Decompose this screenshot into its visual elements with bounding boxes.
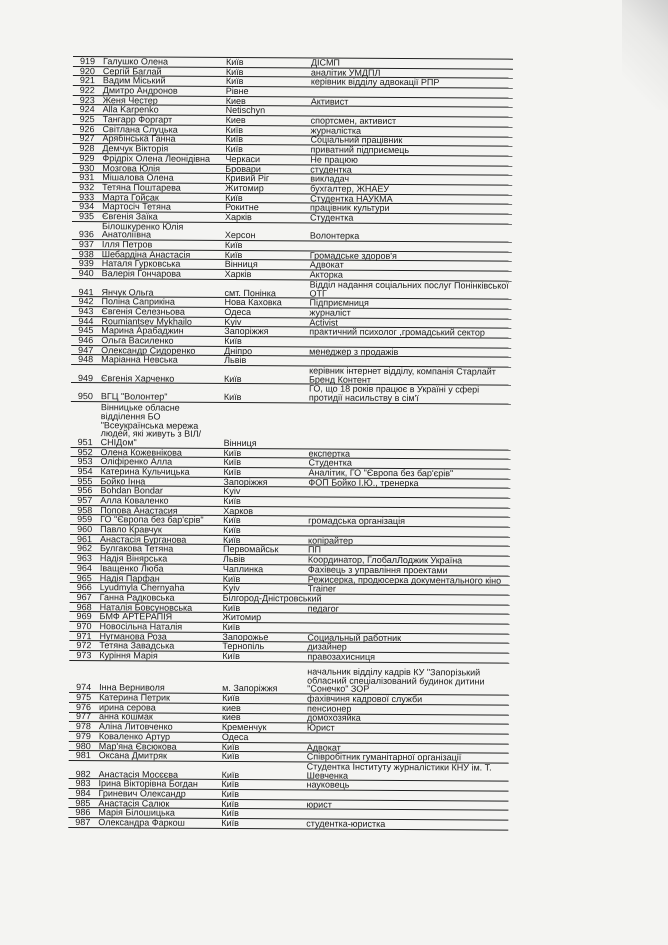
row-number: 931 bbox=[79, 172, 95, 183]
city-cell: Нова Каховка bbox=[224, 297, 282, 308]
occupation-cell: Соціальний працівник bbox=[310, 134, 403, 146]
city-cell: Житомир bbox=[222, 612, 262, 623]
person-name: Новосільна Наталія bbox=[99, 621, 183, 632]
row-number: 923 bbox=[79, 94, 95, 105]
row-number: 939 bbox=[78, 258, 94, 269]
person-name: Павло Кравчук bbox=[100, 524, 162, 535]
row-number: 929 bbox=[79, 152, 95, 163]
person-name: Bohdan Bondar bbox=[100, 485, 163, 496]
occupation-cell: ФОП Бойко І.Ю., тренерка bbox=[308, 477, 419, 488]
occupation-cell: Відділ надання соціальних послуг Понінківської ОТГ bbox=[309, 279, 509, 299]
city-cell: Київ bbox=[221, 779, 240, 790]
city-cell: Первомайськ bbox=[222, 544, 279, 555]
city-cell: Київ bbox=[222, 573, 241, 584]
person-name: Білошкуренко Юлія Анатоліївна bbox=[101, 220, 184, 240]
page-corner-shadow bbox=[622, 0, 668, 110]
city-cell: Запоріжжя bbox=[223, 476, 268, 487]
occupation-cell: працівник культури bbox=[310, 202, 390, 214]
occupation-cell: менеджер з продажів bbox=[309, 346, 399, 357]
row-number: 943 bbox=[78, 305, 94, 317]
row-number: 969 bbox=[76, 611, 92, 622]
person-name: ГО "Європа без бар'єрів" bbox=[100, 514, 204, 526]
person-name: Галушко Олена bbox=[102, 56, 169, 67]
person-name: Аліна Литовченко bbox=[98, 721, 173, 732]
row-number: 954 bbox=[77, 466, 93, 477]
signature-list-table bbox=[68, 56, 513, 830]
person-name: Ольга Василенко bbox=[101, 335, 174, 346]
occupation-cell: Студентка НАУКМА bbox=[310, 193, 393, 204]
table-row bbox=[71, 402, 511, 450]
row-number: 956 bbox=[77, 485, 93, 496]
occupation-cell: Социальный работник bbox=[307, 632, 402, 643]
row-number: 963 bbox=[76, 553, 92, 564]
city-cell: Київ bbox=[224, 239, 243, 251]
occupation-cell: Акторка bbox=[309, 269, 343, 280]
person-name: Lyudmyla Chernyaha bbox=[99, 582, 185, 593]
person-name: Катерина Кульчицька bbox=[100, 466, 190, 477]
person-name: Оліфіренко Алла bbox=[100, 456, 173, 467]
row-number: 978 bbox=[75, 721, 91, 732]
person-name: Оксана Дмитряк bbox=[98, 750, 167, 761]
person-name: Надія Парфан bbox=[99, 572, 160, 584]
person-name: Євгенія Харченко bbox=[101, 372, 175, 384]
person-name: Вінницьке обласне відділення БО "Всеукраїнська мережа людей, які живуть з ВІЛ/СНІДом" bbox=[100, 402, 202, 448]
person-name: Олександра Фаркош bbox=[98, 817, 185, 828]
city-cell: Kyiv bbox=[223, 486, 241, 497]
person-name: Олена Кожевнікова bbox=[100, 446, 182, 458]
city-cell: Київ bbox=[225, 134, 244, 145]
city-cell: Білгород-Дністровський bbox=[222, 592, 322, 604]
occupation-cell: Громадське здоров'я bbox=[309, 250, 397, 261]
city-cell: Одеса bbox=[221, 731, 249, 742]
city-cell: Київ bbox=[225, 76, 244, 87]
city-cell: Львів bbox=[224, 355, 247, 366]
occupation-cell: приватний підприємець bbox=[310, 144, 410, 156]
person-name: Марта Гойсак bbox=[102, 191, 159, 203]
row-number: 951 bbox=[77, 436, 93, 448]
occupation-cell: Режисерка, продюсерка документального кіно bbox=[307, 573, 502, 586]
person-name: Наталя Гурковська bbox=[101, 258, 181, 270]
person-name: Алла Коваленко bbox=[100, 495, 169, 506]
row-number: 930 bbox=[79, 162, 95, 173]
person-name: Тетяна Завадська bbox=[99, 640, 175, 651]
person-name: Євгенія Заїка bbox=[101, 211, 158, 222]
city-cell: Київ bbox=[223, 392, 242, 403]
city-cell: Рокитне bbox=[225, 202, 259, 213]
row-number: 958 bbox=[77, 504, 93, 515]
row-number: 982 bbox=[75, 768, 91, 779]
row-number: 920 bbox=[79, 65, 95, 76]
city-cell: Дніпро bbox=[224, 345, 253, 356]
row-number: 948 bbox=[78, 354, 94, 365]
person-name: Roumiantsev Mykhailo bbox=[101, 315, 192, 327]
city-cell: Київ bbox=[223, 466, 242, 478]
person-name: Наталія Бовсуновська bbox=[99, 601, 193, 613]
person-name: Надія Вінярська bbox=[99, 553, 168, 564]
city-cell: Черкаси bbox=[225, 153, 261, 165]
city-cell: киев bbox=[221, 702, 241, 713]
city-cell: Харків bbox=[224, 211, 252, 223]
occupation-cell: спортсмен, активист bbox=[310, 115, 397, 127]
person-name: Поліна Саприкіна bbox=[101, 296, 175, 307]
person-name: Катерина Петрик bbox=[99, 692, 170, 703]
person-name: Ганна Радковська bbox=[99, 592, 175, 603]
person-name: Нугманова Роза bbox=[99, 630, 167, 642]
person-name: Анастасія Мосєєва bbox=[98, 768, 179, 780]
city-cell: Рівне bbox=[225, 85, 249, 97]
occupation-cell: студентка-юристка bbox=[306, 818, 386, 829]
row-number: 974 bbox=[76, 682, 92, 693]
row-number: 946 bbox=[78, 334, 94, 346]
city-cell: Львів bbox=[222, 554, 246, 565]
city-cell: Вінниця bbox=[224, 259, 258, 270]
occupation-cell: аналітик УМДПЛ bbox=[310, 67, 381, 78]
row-number: 977 bbox=[75, 711, 92, 722]
person-name: Коваленко Артур bbox=[98, 731, 171, 742]
person-name: Бойко Інна bbox=[100, 475, 146, 487]
person-name: Ілля Петров bbox=[101, 239, 153, 250]
city-cell: Кривий Ріг bbox=[225, 173, 270, 184]
row-number: 940 bbox=[78, 268, 94, 279]
city-cell: Київ bbox=[225, 124, 244, 135]
row-number: 949 bbox=[78, 372, 94, 383]
city-cell: киев bbox=[221, 712, 241, 723]
row-number: 966 bbox=[76, 582, 92, 593]
occupation-cell: домохозяйка bbox=[306, 712, 361, 724]
city-cell: Київ bbox=[221, 788, 240, 800]
city-cell: Київ bbox=[221, 741, 240, 752]
person-name: БМФ АРТЕРАПІЯ bbox=[99, 611, 173, 622]
city-cell: Київ bbox=[222, 650, 240, 662]
row-number: 950 bbox=[77, 391, 93, 402]
person-name: Мішалова Олена bbox=[102, 172, 174, 183]
row-number: 970 bbox=[76, 621, 92, 632]
row-number: 986 bbox=[75, 807, 91, 818]
city-cell: Вінниця bbox=[223, 437, 257, 449]
occupation-cell: Підприємниця bbox=[309, 297, 369, 309]
occupation-cell: фахівчиня кадрової служби bbox=[307, 693, 423, 705]
row-number: 927 bbox=[79, 133, 95, 144]
occupation-cell: правозахисниця bbox=[307, 651, 376, 662]
occupation-cell: копірайтер bbox=[308, 535, 354, 546]
person-name: Анастасія Бурганова bbox=[100, 533, 187, 545]
occupation-cell: начальник відділу кадрів КУ "Запорізький обласний спеціалізований будинок дитини "Сонечко" ЗОР bbox=[307, 666, 485, 695]
row-number: 972 bbox=[76, 640, 92, 651]
row-number: 942 bbox=[78, 296, 94, 307]
row-number: 985 bbox=[75, 797, 91, 808]
row-number: 944 bbox=[78, 315, 94, 326]
occupation-cell: громадська організація bbox=[308, 515, 406, 527]
city-cell: Житомир bbox=[225, 182, 264, 194]
person-name: Тетяна Поштарева bbox=[102, 182, 181, 193]
person-name: Ірина Вікторівна Богдан bbox=[98, 778, 198, 790]
city-cell: Запоріжжя bbox=[224, 326, 269, 337]
city-cell: Харков bbox=[223, 505, 254, 516]
row-number: 962 bbox=[76, 543, 93, 554]
city-cell: Бровари bbox=[225, 163, 261, 174]
row-number: 964 bbox=[76, 562, 92, 573]
row-number: 976 bbox=[75, 701, 92, 712]
person-name: Гриневич Олександр bbox=[98, 788, 186, 799]
row-number: 952 bbox=[77, 446, 93, 457]
row-number: 935 bbox=[78, 211, 95, 222]
occupation-cell: експертка bbox=[308, 448, 351, 459]
person-name: Сергій Баглай bbox=[102, 65, 162, 77]
city-cell: Київ bbox=[223, 447, 242, 458]
row-number: 983 bbox=[75, 778, 91, 789]
city-cell: Киев bbox=[225, 95, 246, 106]
city-cell: Чаплинка bbox=[222, 563, 264, 575]
row-number: 934 bbox=[79, 201, 95, 212]
city-cell: Київ bbox=[221, 751, 240, 762]
occupation-cell: Trainer bbox=[307, 583, 336, 594]
row-number: 919 bbox=[79, 56, 96, 67]
city-cell: Київ bbox=[223, 457, 242, 468]
row-number: 941 bbox=[78, 286, 94, 297]
row-number: 932 bbox=[79, 181, 95, 193]
row-number: 945 bbox=[78, 325, 94, 336]
occupation-cell: журналістка bbox=[310, 125, 362, 136]
row-number: 980 bbox=[75, 740, 91, 751]
occupation-cell: педагог bbox=[307, 603, 339, 614]
person-name: Марина Арабаджин bbox=[101, 325, 184, 336]
occupation-cell: студентка bbox=[310, 163, 352, 175]
person-name: Alla Karpenko bbox=[102, 104, 159, 115]
person-name: Шебардіна Анастасія bbox=[101, 248, 191, 260]
occupation-cell: Не працюю bbox=[310, 154, 358, 165]
city-cell: Київ bbox=[224, 335, 242, 346]
occupation-cell: Студентка Інституту журналістики КНУ ім. Т. Шевченка bbox=[306, 761, 492, 781]
person-name: Куріння Марія bbox=[99, 650, 158, 661]
row-number: 922 bbox=[79, 85, 95, 96]
city-cell: м. Запоріжжя bbox=[222, 683, 278, 694]
row-number: 959 bbox=[77, 514, 93, 525]
row-number: 987 bbox=[75, 817, 91, 828]
occupation-cell: Аналітик, ГО "Європа без бар'єрів" bbox=[308, 467, 454, 479]
city-cell: Київ bbox=[223, 534, 241, 545]
occupation-cell: Юрист bbox=[306, 722, 335, 733]
occupation-cell: юрист bbox=[306, 799, 332, 810]
person-name: Мар'яна Євсюкова bbox=[98, 740, 177, 752]
occupation-cell: Activist bbox=[309, 317, 338, 328]
row-number: 971 bbox=[76, 630, 92, 641]
city-cell: Київ bbox=[224, 249, 243, 260]
city-cell: Харків bbox=[224, 269, 252, 280]
occupation-cell: Адвокат bbox=[306, 741, 341, 753]
city-cell: Київ bbox=[225, 66, 244, 77]
city-cell: Kyiv bbox=[224, 316, 242, 327]
row-number: 957 bbox=[77, 495, 93, 506]
row-number: 965 bbox=[76, 572, 92, 583]
row-number: 933 bbox=[79, 191, 95, 202]
occupation-cell: Волонтерка bbox=[309, 230, 360, 242]
occupation-cell: Адвокат bbox=[309, 259, 344, 271]
occupation-cell: Координатор, ГлобалЛоджик Україна bbox=[307, 554, 463, 566]
occupation-cell: ГО, що 18 років працює в Україні у сфері протидії насильству в сім'ї bbox=[308, 383, 480, 404]
occupation-cell: Студентка bbox=[308, 457, 352, 468]
occupation-cell: практичний психолог ,громадський сектор bbox=[309, 326, 485, 338]
row-number: 955 bbox=[77, 475, 93, 486]
occupation-cell: Активист bbox=[310, 96, 349, 107]
city-cell: Запорожье bbox=[222, 631, 269, 642]
person-name: Інна Верниволя bbox=[99, 682, 165, 693]
occupation-cell: пенсионер bbox=[306, 703, 352, 714]
row-number: 981 bbox=[75, 750, 91, 761]
person-name: Мозгова Юлія bbox=[102, 162, 161, 174]
person-name: Женя Честер bbox=[102, 94, 158, 106]
person-name: анна кошмак bbox=[98, 711, 153, 722]
person-name: ирина серова bbox=[98, 701, 156, 713]
city-cell: Київ bbox=[223, 525, 241, 536]
person-name: Іващенко Люба bbox=[99, 563, 164, 574]
city-cell: Київ bbox=[222, 621, 241, 632]
city-cell: Київ bbox=[221, 808, 239, 819]
row-number: 925 bbox=[79, 114, 95, 125]
row-number: 979 bbox=[75, 730, 91, 741]
person-name: Вадим Міський bbox=[102, 75, 166, 86]
row-number: 947 bbox=[78, 344, 94, 355]
city-cell: Netischyn bbox=[225, 105, 266, 116]
person-name: Фрідріх Олена Леонідівна bbox=[102, 153, 211, 164]
person-name: Булгакова Тетяна bbox=[99, 543, 174, 555]
person-name: Арябінська Ганна bbox=[102, 133, 176, 145]
row-number: 924 bbox=[79, 104, 95, 115]
city-cell: Київ bbox=[221, 769, 240, 780]
person-name: Мартосіч Тетяна bbox=[102, 201, 171, 212]
city-cell: Одеса bbox=[224, 306, 252, 317]
city-cell: Київ bbox=[223, 495, 241, 507]
row-number: 961 bbox=[77, 533, 93, 544]
person-name: Дмитро Андронов bbox=[102, 85, 178, 96]
city-cell: Київ bbox=[225, 56, 244, 68]
row-number: 968 bbox=[76, 601, 92, 612]
occupation-cell: Співробітник гуманітарної організації bbox=[306, 751, 462, 763]
person-name: ВГЦ "Волонтер" bbox=[100, 391, 168, 402]
occupation-cell: Фахівець з управління проектами bbox=[307, 564, 448, 576]
person-name: Янчук Ольга bbox=[101, 286, 154, 298]
row-number: 967 bbox=[76, 591, 92, 603]
row-number: 973 bbox=[76, 650, 92, 661]
row-number: 936 bbox=[78, 229, 94, 240]
city-cell: Київ bbox=[225, 192, 243, 203]
row-number: 937 bbox=[78, 239, 94, 250]
city-cell: Київ bbox=[221, 817, 239, 829]
occupation-cell: науковець bbox=[306, 779, 350, 791]
row-number: 960 bbox=[77, 524, 93, 535]
city-cell: Київ bbox=[223, 515, 241, 526]
occupation-cell: журналіст bbox=[309, 307, 351, 318]
person-name: Євгенія Селезньова bbox=[101, 306, 185, 317]
row-number: 938 bbox=[78, 248, 94, 259]
row-number: 975 bbox=[76, 692, 92, 703]
occupation-cell: керівник інтернет відділу, компанія Старлайт Бренд Контент bbox=[308, 365, 496, 385]
city-cell: Тернопіль bbox=[222, 641, 265, 652]
city-cell: Kyiv bbox=[222, 583, 240, 594]
occupation-cell: викладач bbox=[310, 173, 350, 184]
occupation-cell: Студентка bbox=[309, 212, 354, 223]
row-number: 984 bbox=[75, 788, 91, 799]
occupation-cell: дизайнер bbox=[307, 641, 347, 653]
person-name: Олександр Сидоренко bbox=[101, 344, 196, 356]
row-number: 953 bbox=[77, 456, 93, 467]
occupation-cell: бухгалтер, ЖНАЕУ bbox=[310, 183, 390, 194]
city-cell: Київ bbox=[225, 144, 244, 155]
person-name: Демчук Вікторія bbox=[102, 143, 169, 154]
occupation-cell: ПП bbox=[307, 544, 321, 555]
city-cell: Херсон bbox=[224, 230, 256, 241]
city-cell: Киев bbox=[225, 115, 246, 126]
row-number: 926 bbox=[79, 123, 95, 134]
person-name: Маріанна Невська bbox=[101, 354, 178, 365]
row-number: 921 bbox=[79, 75, 95, 86]
person-name: Марія Білошицька bbox=[98, 807, 175, 819]
person-name: Валерія Гончарова bbox=[101, 268, 181, 279]
person-name: Світлана Слуцька bbox=[102, 123, 178, 135]
city-cell: Кременчук bbox=[221, 722, 267, 733]
city-cell: Київ bbox=[221, 798, 240, 809]
person-name: Анастасія Салюк bbox=[98, 797, 170, 809]
table-row bbox=[68, 818, 508, 830]
occupation-cell: керівник відділу адвокації РПР bbox=[310, 76, 440, 88]
row-number: 928 bbox=[79, 143, 95, 154]
occupation-cell: ДІСМП bbox=[310, 57, 340, 68]
city-cell: смт. Понінка bbox=[224, 287, 276, 298]
person-name: Тангарр Форгарт bbox=[102, 114, 173, 125]
person-name: Попова Анастасия bbox=[100, 504, 178, 516]
city-cell: Київ bbox=[224, 373, 242, 384]
city-cell: Київ bbox=[222, 602, 241, 613]
city-cell: Київ bbox=[222, 693, 240, 704]
